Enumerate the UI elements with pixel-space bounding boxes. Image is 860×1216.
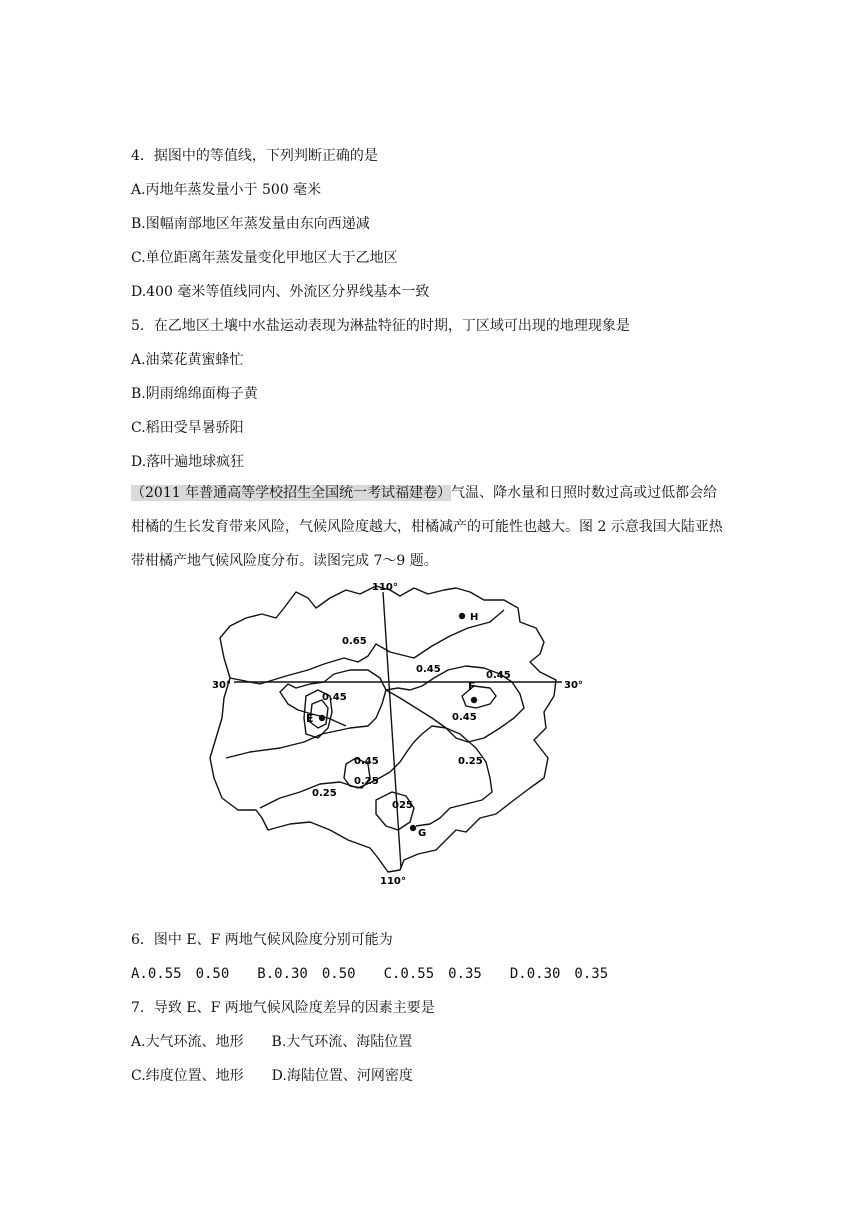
label-iso-065: 0.65 <box>342 636 367 647</box>
label-lon-top: 110° <box>372 582 398 593</box>
point-g-dot <box>410 825 416 831</box>
label-iso-025-b: 0.25 <box>354 776 379 787</box>
isoline-025-g <box>376 792 414 830</box>
label-iso-045-d: 0.45 <box>452 712 477 723</box>
q7-options-cd: C.纬度位置、地形 D.海陆位置、河网密度 <box>131 1068 413 1084</box>
climate-risk-map <box>200 578 600 890</box>
intro-text: 气温、降水量和日照时数过高或过低都会给柑橘的生长发育带来风险，气候风险度越大，柑橘减产的可能性也越大。图 2 示意我国大陆亚热带柑橘产地气候风险度分布。读图完成 7～9 题。 <box>131 485 723 569</box>
label-iso-045-e: 0.45 <box>354 756 379 767</box>
q5-option-b: B.阴雨绵绵面梅子黄 <box>131 386 258 402</box>
q6-stem: 6．图中 E、F 两地气候风险度分别可能为 <box>131 932 393 948</box>
label-point-f: F <box>468 680 476 693</box>
label-iso-045-c: 0.45 <box>322 692 347 703</box>
q5-stem: 5．在乙地区土壤中水盐运动表现为淋盐特征的时期，丁区域可出现的地理现象是 <box>131 318 630 334</box>
q4-option-b: B.图幅南部地区年蒸发量由东向西递减 <box>131 216 370 232</box>
q4-stem: 4．据图中的等值线，下列判断正确的是 <box>131 148 378 164</box>
point-h-dot <box>459 613 465 619</box>
label-point-h: H <box>470 612 479 623</box>
q7-options-ab: A.大气环流、地形 B.大气环流、海陆位置 <box>131 1034 413 1050</box>
label-lat-left: 30° <box>212 680 231 691</box>
q4-option-d: D.400 毫米等值线同内、外流区分界线基本一致 <box>131 284 430 300</box>
q7-stem: 7．导致 E、F 两地气候风险度差异的因素主要是 <box>131 1000 435 1016</box>
label-point-e: E <box>306 712 314 725</box>
label-iso-025-a: 0.25 <box>458 756 483 767</box>
q5-option-d: D.落叶遍地球疯狂 <box>131 454 245 470</box>
q4-option-c: C.单位距离年蒸发量变化甲地区大于乙地区 <box>131 250 398 266</box>
label-lon-bottom: 110° <box>380 876 406 887</box>
q4-option-a: A.丙地年蒸发量小于 500 毫米 <box>131 182 322 198</box>
label-lat-right: 30° <box>564 680 583 691</box>
map-outline <box>210 586 556 872</box>
q6-options: A.0.55 0.50 B.0.30 0.50 C.0.55 0.35 D.0.30 0.35 <box>131 966 609 982</box>
label-iso-045-b: 0.45 <box>486 670 511 681</box>
label-iso-025-d: 025 <box>392 800 413 811</box>
label-iso-045-a: 0.45 <box>416 664 441 675</box>
label-iso-025-c: 0.25 <box>312 788 337 799</box>
q5-option-a: A.油菜花黄蜜蜂忙 <box>131 352 244 368</box>
point-e-dot <box>319 715 325 721</box>
isoline-065 <box>230 610 504 684</box>
point-f-dot <box>471 697 477 703</box>
q5-option-c: C.稻田受旱暑骄阳 <box>131 420 244 436</box>
intro-paragraph <box>131 476 731 578</box>
label-point-g: G <box>418 828 427 839</box>
source-citation: （2011 年普通高等学校招生全国统一考试福建卷） <box>131 485 452 501</box>
